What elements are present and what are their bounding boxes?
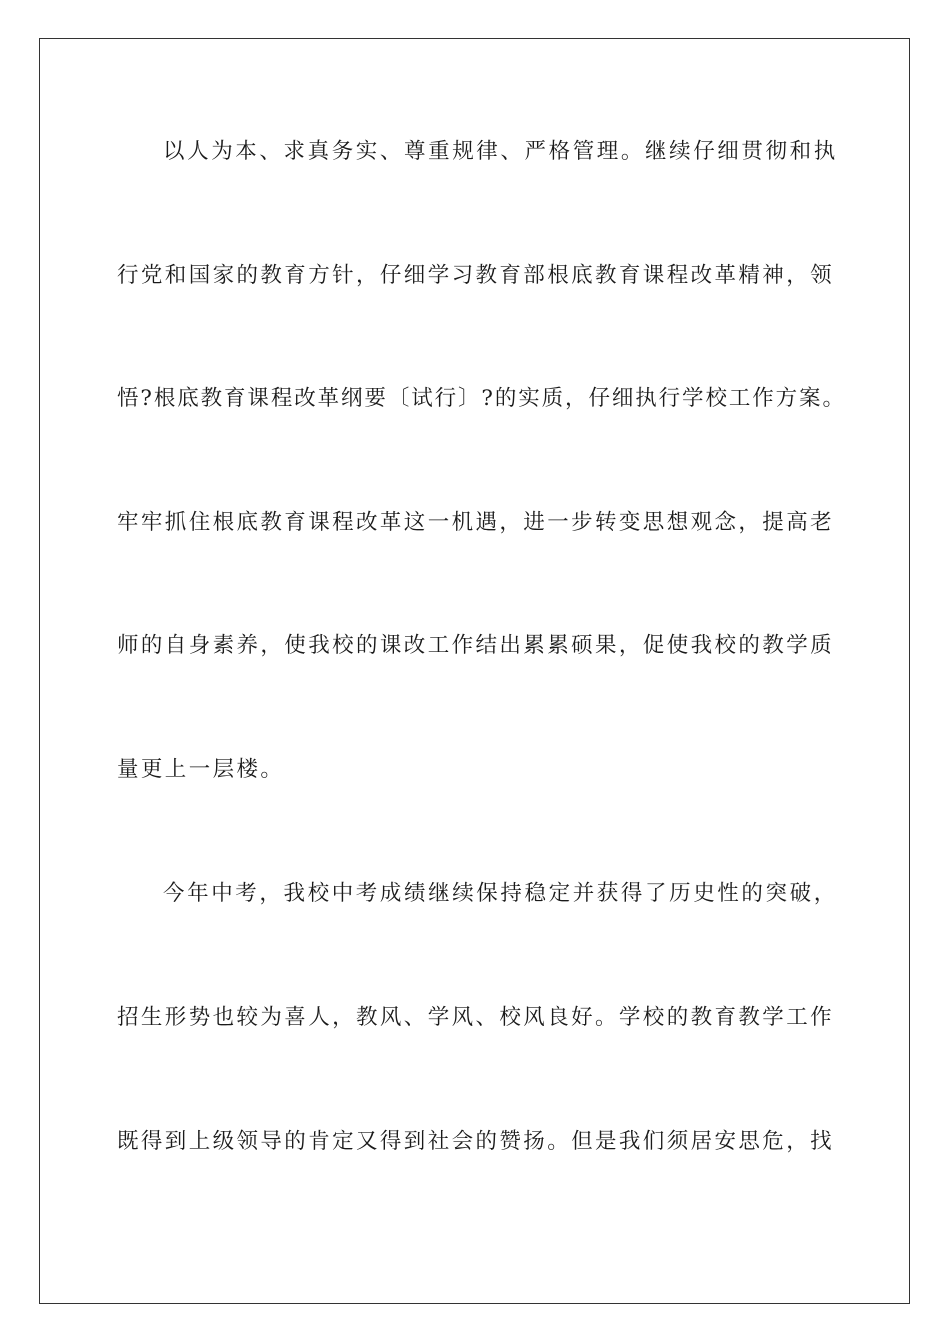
paragraph-1-line-3: 悟?根底教育课程改革纲要〔试行〕?的实质，仔细执行学校工作方案。 [117,386,846,411]
paragraph-1-line-1: 以人为本、求真务实、尊重规律、严格管理。继续仔细贯彻和执 [163,139,838,164]
paragraph-1-line-6: 量更上一层楼。 [117,757,285,782]
paragraph-2-line-1: 今年中考，我校中考成绩继续保持稳定并获得了历史性的突破， [163,881,838,906]
page-frame [39,38,910,1304]
paragraph-1-line-5: 师的自身素养，使我校的课改工作结出累累硕果，促使我校的教学质 [117,633,835,658]
paragraph-2-line-3: 既得到上级领导的肯定又得到社会的赞扬。但是我们须居安思危，找 [117,1129,835,1154]
paragraph-2-line-2: 招生形势也较为喜人，教风、学风、校风良好。学校的教育教学工作 [117,1005,835,1030]
paragraph-1-line-2: 行党和国家的教育方针，仔细学习教育部根底教育课程改革精神，领 [117,263,835,288]
paragraph-1-line-4: 牢牢抓住根底教育课程改革这一机遇，进一步转变思想观念，提高老 [117,510,835,535]
